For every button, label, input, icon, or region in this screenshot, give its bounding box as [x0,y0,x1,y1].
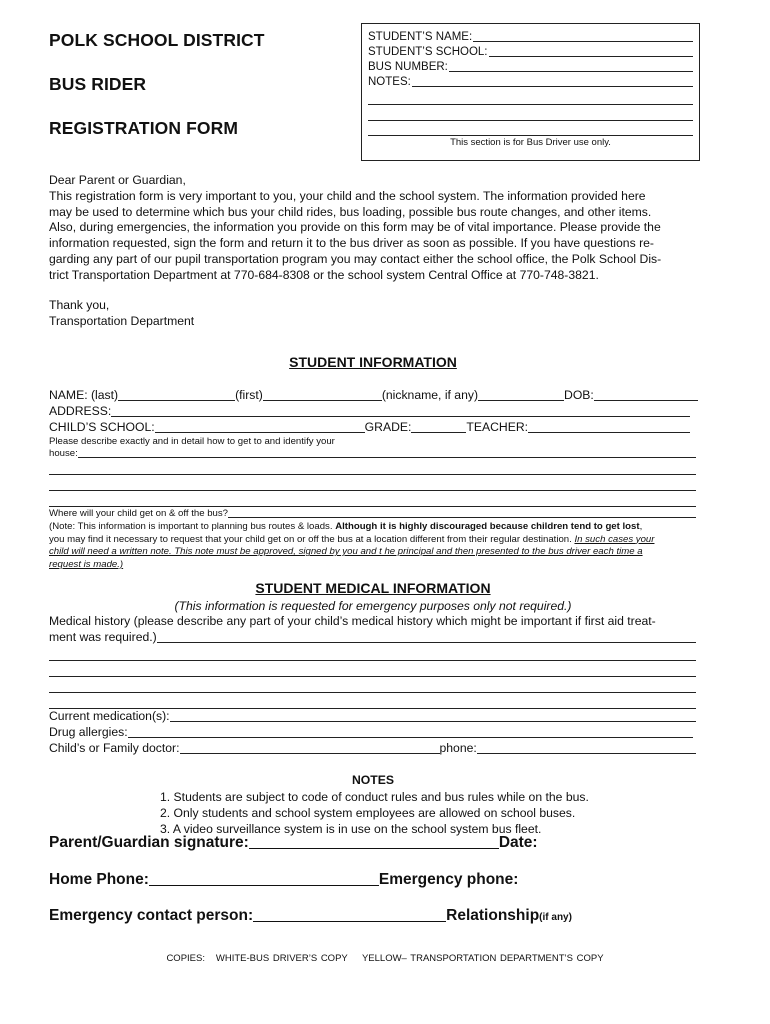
childs-school-field[interactable] [155,432,365,433]
describe-instructions: Please describe exactly and in detail how to get to and identify your [49,436,335,447]
note-comma: , [639,521,643,532]
grade-field[interactable] [411,432,466,433]
notes-list [160,789,589,837]
phone-label: phone: [439,741,477,755]
notes-item: 1. Students are subject to code of conduct rules and bus rules while on the bus. [160,790,589,804]
emergency-phone-label: Emergency phone: [378,871,519,888]
address-row [49,404,698,419]
doctor-label: Child’s or Family doctor: [49,741,180,755]
medication-field[interactable] [170,721,696,722]
copies-footer: COPIES: WHITE-BUS DRIVER’S COPY YELLOW– TRANSPORTATION DEPARTMENT’S COPY [166,953,604,964]
signature-row [49,834,698,852]
last-name-field[interactable] [118,400,235,401]
name-last-label: NAME: (last) [49,388,119,402]
student-school-field[interactable] [489,45,694,57]
teacher-label: TEACHER: [466,420,529,434]
note-text: (Note: This information is important to planning bus routes & loads. [49,521,336,532]
get-on-off-row [49,508,696,520]
medication-row [49,709,696,724]
note-italic-text: In such cases your [574,533,655,545]
notes-label: NOTES: [368,76,411,88]
name-row [49,388,698,403]
if-any-label: (if any) [539,912,572,923]
emergency-contact-field[interactable] [253,921,446,922]
letter-line: Also, during emergencies, the information you provide on this form may be of vital importance. Please provide the [49,220,661,235]
teacher-field[interactable] [528,432,690,433]
house-label: house: [49,448,78,459]
dob-label: DOB: [564,388,594,402]
notes-blank-line[interactable] [368,104,693,105]
notes-blank-line[interactable] [368,120,693,121]
student-name-line [368,30,693,44]
directions-line[interactable] [49,490,696,491]
student-info-heading: STUDENT INFORMATION [289,354,457,370]
medication-label: Current medication(s): [49,709,170,723]
letter-line: information requested, sign the form and return it to the bus driver as soon as possible. If you have questions re- [49,236,654,251]
closing [49,298,709,330]
home-phone-field[interactable] [149,885,379,886]
directions-line[interactable] [49,506,696,507]
medical-history-label: Medical history (please describe any part of your child’s medical history which might be important if first aid treat- [49,614,656,628]
date-label: Date: [498,834,538,851]
letter-line: may be used to determine which bus your child rides, bus loading, possible bus route changes, and other items. [49,204,652,219]
medical-history-field[interactable] [157,642,696,643]
nickname-field[interactable] [478,400,564,401]
medical-history-line[interactable] [49,692,696,693]
pickup-note [49,521,704,571]
parent-signature-field[interactable] [249,848,499,849]
note-italic-text: child will need a written note. This note must be approved, signed by you and t he principal and then presented to the bus driver each time a [49,546,643,558]
medical-history-line[interactable] [49,676,696,677]
signoff: Transportation Department [49,313,195,328]
get-on-off-field[interactable] [228,517,696,518]
address-field[interactable] [111,416,690,417]
allergies-label: Drug allergies: [49,725,128,739]
notes-field[interactable] [412,75,693,87]
district-title: POLK SCHOOL DISTRICT [49,30,265,50]
notes-item: 2. Only students and school system employees are allowed on school buses. [160,806,576,820]
letter-line: garding any part of our pupil transportation program you may contact either the school office, the Polk School Dis- [49,251,662,266]
allergies-row [49,725,693,740]
first-label: (first) [235,388,263,402]
dob-field[interactable] [594,400,698,401]
medical-history-label-2: ment was required.) [49,630,157,644]
doctor-row [49,741,696,756]
salutation: Dear Parent or Guardian, [49,173,186,187]
parent-signature-label: Parent/Guardian signature: [49,834,249,851]
student-name-label: STUDENT’S NAME: [368,31,473,43]
bus-number-line [368,60,693,74]
note-bold-text: Although it is highly discouraged because children tend to get lost [335,521,640,532]
letter-line: This registration form is very important to you, your child and the school system. The information provided here [49,188,646,203]
nickname-label: (nickname, if any) [381,388,479,402]
notes-heading: NOTES [352,773,394,787]
notes-line [368,75,693,89]
thank-you: Thank you, [49,298,110,312]
first-name-field[interactable] [263,400,382,401]
allergies-field[interactable] [128,737,693,738]
relationship-label: Relationship [446,907,540,924]
get-on-off-label: Where will your child get on & off the bus? [49,508,229,519]
doctor-field[interactable] [180,753,440,754]
home-phone-label: Home Phone: [49,871,149,888]
bus-driver-box [361,23,700,161]
address-label: ADDRESS: [49,404,112,418]
grade-label: GRADE: [364,420,412,434]
directions-line[interactable] [49,474,696,475]
house-row [49,448,696,460]
medical-subheading: (This information is requested for emergency purposes only not required.) [174,599,572,613]
letter [49,173,709,284]
bus-number-field[interactable] [449,60,693,72]
doctor-phone-field[interactable] [477,753,696,754]
notes-blank-line[interactable] [368,135,693,136]
note-italic-text: request is made.) [49,558,124,570]
medical-history-line[interactable] [49,660,696,661]
letter-line: trict Transportation Department at 770-684-8308 or the school system Central Office at 770-748-3821. [49,267,599,282]
phone-row [49,871,698,889]
registration-form-title: REGISTRATION FORM [49,118,239,138]
bus-number-label: BUS NUMBER: [368,61,448,73]
student-name-field[interactable] [473,30,693,42]
medical-heading: STUDENT MEDICAL INFORMATION [255,580,491,596]
school-row [49,420,698,435]
medical-history-row [49,630,696,645]
notes-item: 3. A video surveillance system is in use on the school system bus fleet. [160,822,542,836]
student-school-line [368,45,693,59]
bus-rider-title: BUS RIDER [49,74,147,94]
driver-box-footnote: This section is for Bus Driver use only. [450,137,611,148]
note-text: you may find it necessary to request that your child get on or off the bus at a location different from their regular destination. [49,533,575,545]
house-field[interactable] [78,457,696,458]
emergency-contact-label: Emergency contact person: [49,907,254,924]
student-school-label: STUDENT’S SCHOOL: [368,46,488,58]
emergency-contact-row [49,907,698,925]
childs-school-label: CHILD’S SCHOOL: [49,420,155,434]
